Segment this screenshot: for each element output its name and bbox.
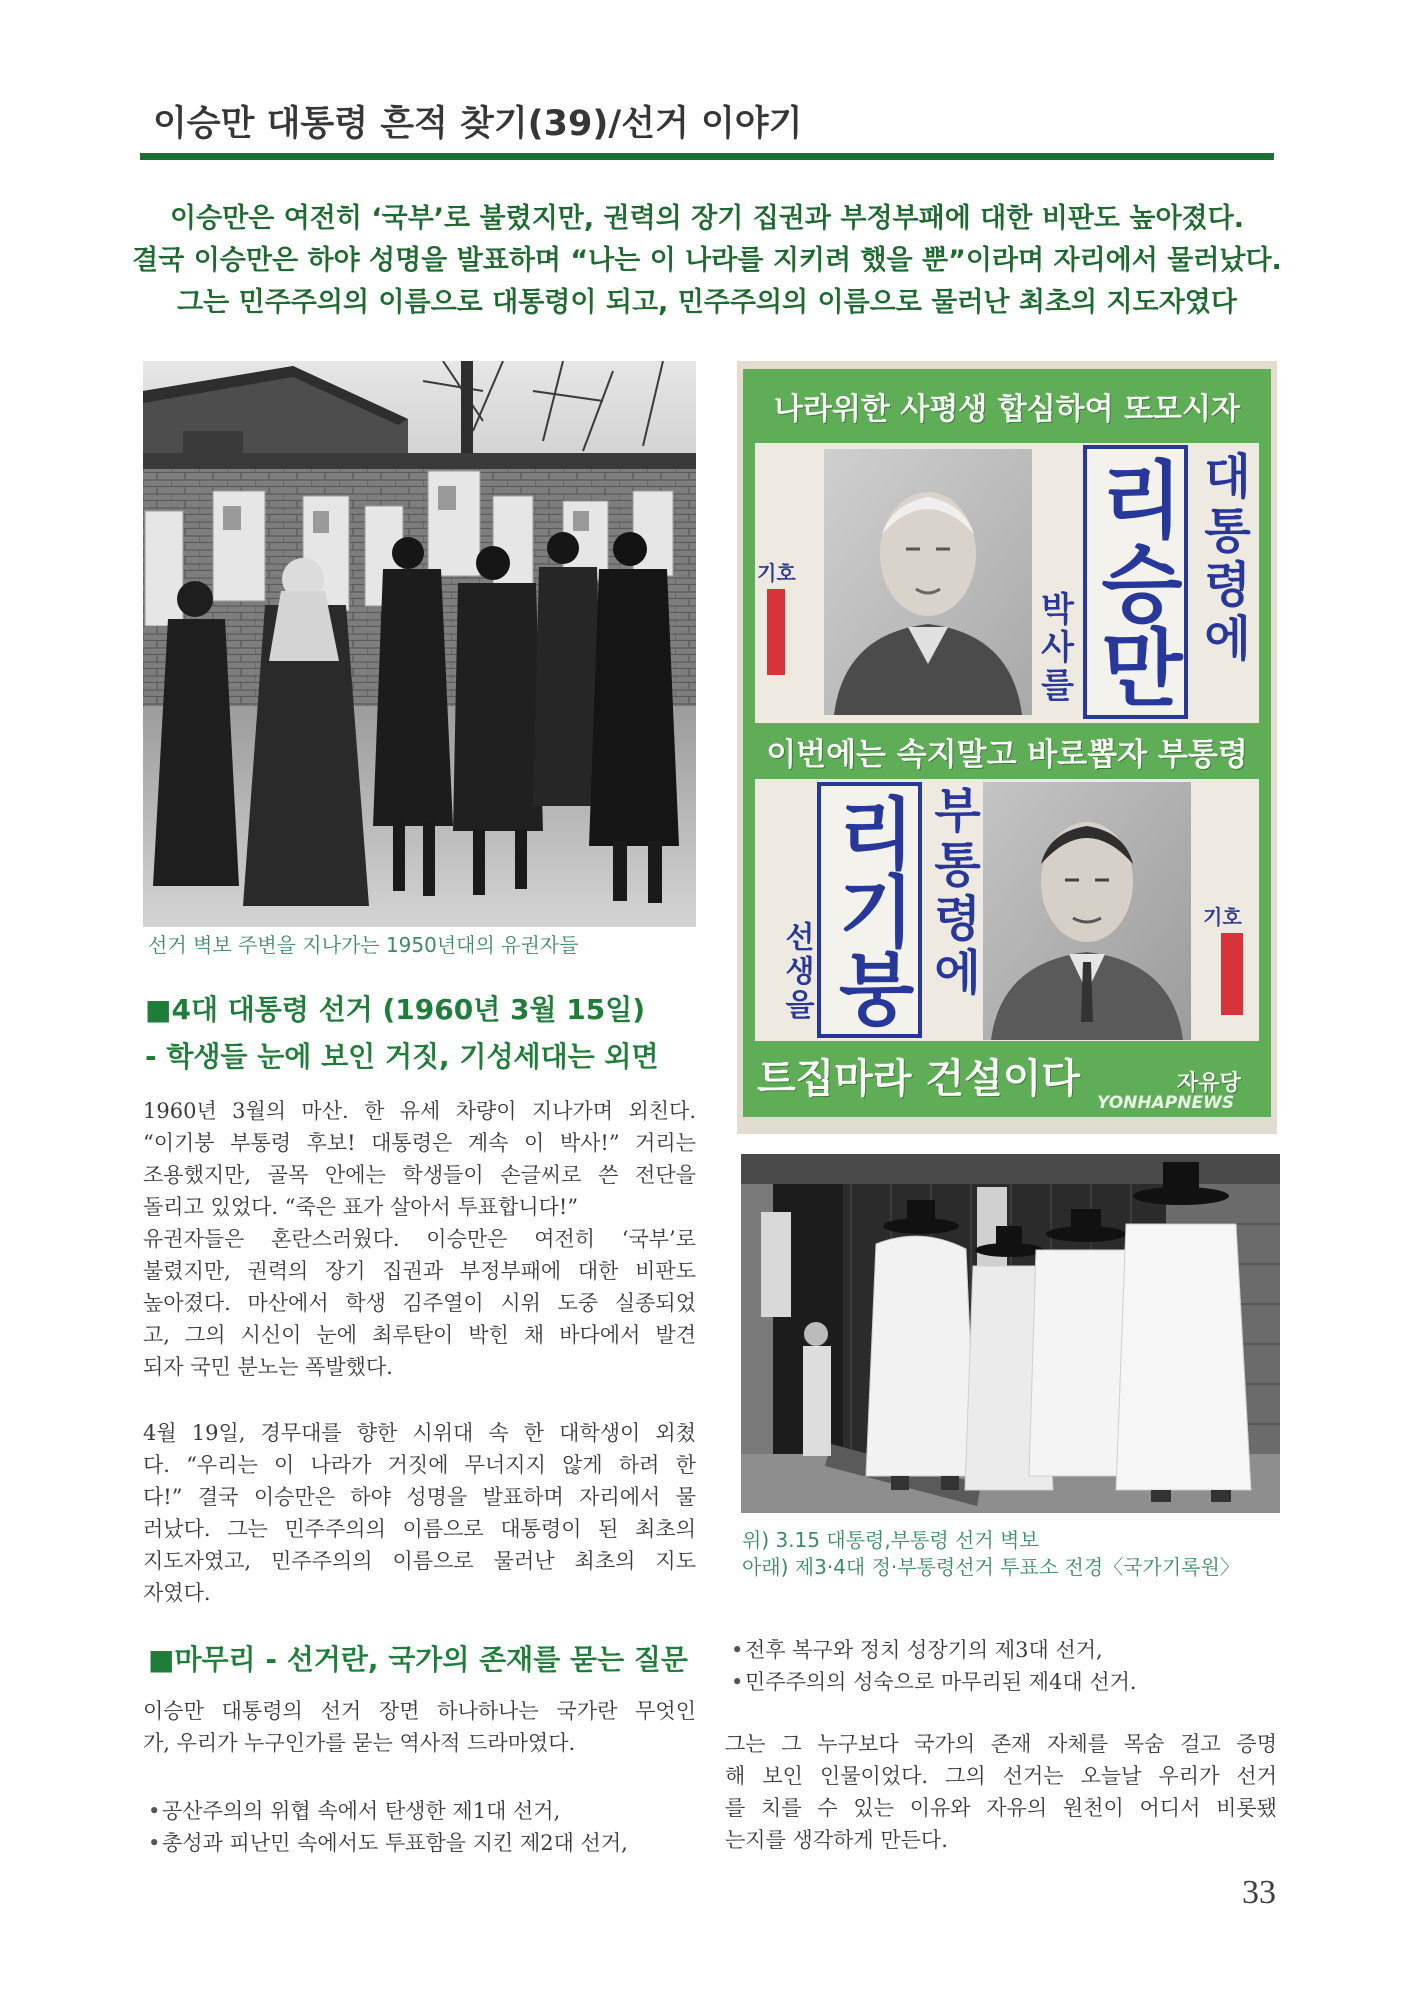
text-line: 가, 우리가 누구인가를 묻는 역사적 드라마였다. — [143, 1731, 576, 1755]
poster-bottom-slogan: 트집마라 건설이다 — [757, 1055, 1081, 1102]
text-line: 이승만 대통령의 선거 장면 하나하나는 국가란 무엇인 — [143, 1699, 696, 1723]
text-line: 다. “우리는 이 나라가 거짓에 무너지지 않게 하려 한 — [143, 1453, 696, 1477]
page-number: 33 — [1242, 1874, 1276, 1911]
bullet-marker: • — [731, 1638, 744, 1662]
text-line: 지도자였고, 민주주의의 이름으로 물러난 최초의 지도 — [143, 1549, 696, 1573]
text-line: “이기붕 부통령 후보! 대통령은 계속 이 박사!” 거리는 — [143, 1131, 696, 1155]
list-item-text: 총성과 피난민 속에서도 투표함을 지킨 제2대 선거, — [162, 1831, 628, 1855]
poster-party-name: 자유당 — [1177, 1070, 1241, 1096]
list-item — [148, 1827, 628, 1859]
text-line: 1960년 3월의 마산. 한 유세 차량이 지나가며 외친다. — [143, 1099, 696, 1123]
vp-name: 리기붕 — [824, 793, 915, 1027]
paragraph-closing — [725, 1728, 1277, 1856]
ballot-number-bar-vp — [1221, 933, 1243, 1015]
paragraph-masan — [143, 1095, 696, 1383]
text-line: 해 보인 인물이었다. 그의 선거는 오늘날 우리가 선거 — [725, 1764, 1277, 1788]
text-line: 되자 국민 분노는 폭발했다. — [143, 1355, 393, 1379]
ballot-number-label-president: 기호 — [757, 561, 796, 585]
text-line: 를 치를 수 있는 이유와 자유의 원천이 어디서 비롯됐 — [725, 1796, 1277, 1820]
ballot-number-bar-president — [767, 589, 785, 675]
lead-line: 그는 민주주의의 이름으로 대통령이 되고, 민주주의의 이름으로 물러난 최초의 지도자였다 — [177, 287, 1237, 318]
section-heading-conclusion: ■마무리 - 선거란, 국가의 존재를 묻는 질문 — [148, 1643, 688, 1676]
election-bullet-list-left — [148, 1795, 628, 1859]
text-line: 돌리고 있었다. “죽은 표가 살아서 투표합니다!” — [143, 1195, 579, 1219]
section-heading-line: ■4대 대통령 선거 (1960년 3월 15일) — [145, 993, 646, 1026]
portrait-president — [824, 449, 1032, 715]
lead-summary — [100, 198, 1314, 324]
list-item-text: 전후 복구와 정치 성장기의 제3대 선거, — [745, 1638, 1103, 1662]
polling-station-caption: 아래) 제3·4대 정·부통령선거 투표소 전경〈국가기록원〉 — [742, 1555, 1240, 1579]
text-line: 높아졌다. 마산에서 학생 김주열이 시위 도중 실종되었 — [143, 1291, 696, 1315]
text-line: 는지를 생각하게 만든다. — [725, 1828, 948, 1852]
paragraph-april-19 — [143, 1417, 696, 1609]
portrait-vice-president — [983, 782, 1191, 1040]
ballot-number-label-vp: 기호 — [1203, 905, 1242, 929]
section-heading-subline: - 학생들 눈에 보인 거짓, 기성세대는 외면 — [145, 1040, 659, 1073]
polling-station-photo-image — [741, 1154, 1280, 1513]
list-item-text: 민주주의의 성숙으로 마무리된 제4대 선거. — [745, 1670, 1137, 1694]
vp-name-box — [817, 782, 922, 1038]
text-line: 유권자들은 혼란스러웠다. 이승만은 여전히 ‘국부’로 — [143, 1227, 696, 1251]
list-item — [731, 1666, 1137, 1698]
lead-line: 결국 이승만은 하야 성명을 발표하며 “나는 이 나라를 지키려 했을 뿐”이라며 자리에서 물러났다. — [132, 245, 1282, 276]
text-line: 자였다. — [143, 1581, 211, 1605]
president-name: 리승만 — [1086, 456, 1185, 708]
sign-left — [761, 1212, 791, 1317]
list-item-text: 공산주의의 위협 속에서 탄생한 제1대 선거, — [162, 1799, 561, 1823]
text-line: 고, 그의 시신이 눈에 최루탄이 박힌 채 바다에서 발견 — [143, 1323, 696, 1347]
page-title: 이승만 대통령 흔적 찾기(39)/선거 이야기 — [153, 104, 803, 144]
text-line: 불렸지만, 권력의 장기 집권과 부정부패에 대한 비판도 — [143, 1259, 696, 1283]
paragraph-conclusion-intro — [143, 1695, 696, 1759]
list-item — [731, 1634, 1137, 1666]
poster-caption: 위) 3.15 대통령,부통령 선거 벽보 — [742, 1528, 1039, 1552]
polling-station-photo — [741, 1154, 1280, 1513]
text-line: 다!” 결국 이승만은 하야 성명을 발표하며 자리에서 물 — [143, 1485, 696, 1509]
voters-photo-caption: 선거 벽보 주변을 지나가는 1950년대의 유권자들 — [148, 933, 579, 957]
list-item — [148, 1795, 628, 1827]
president-title: 박사를 — [1034, 591, 1074, 705]
election-poster — [737, 361, 1277, 1134]
vp-label: 부통령에 — [925, 785, 981, 1001]
voters-photo-image — [143, 361, 696, 927]
president-label: 대통령에 — [1195, 451, 1251, 667]
right-photo-captions — [742, 1527, 1240, 1581]
text-line: 그는 그 누구보다 국가의 존재 자체를 목숨 걸고 증명 — [725, 1732, 1277, 1756]
vp-title: 선생을 — [779, 921, 814, 1023]
poster-middle-slogan: 이번에는 속지말고 바로뽑자 부통령 — [766, 736, 1248, 773]
bullet-marker: • — [148, 1799, 161, 1823]
yonhap-watermark: YONHAPNEWS — [1097, 1093, 1235, 1113]
text-line: 4월 19일, 경무대를 향한 시위대 속 한 대학생이 외쳤 — [143, 1421, 696, 1445]
text-line: 러났다. 그는 민주주의의 이름으로 대통령이 된 최초의 — [143, 1517, 696, 1541]
section-heading-1960-election — [145, 986, 659, 1080]
election-bullet-list-right — [731, 1634, 1137, 1698]
text-line: 조용했지만, 골목 안에는 학생들이 손글씨로 쓴 전단을 — [143, 1163, 696, 1187]
president-name-box — [1083, 445, 1188, 719]
bullet-marker: • — [731, 1670, 744, 1694]
poster-top-slogan: 나라위한 사평생 합심하여 또모시자 — [773, 392, 1241, 427]
lead-line: 이승만은 여전히 ‘국부’로 불렸지만, 권력의 장기 집권과 부정부패에 대한 비판도 높아졌다. — [170, 203, 1244, 234]
title-underline — [140, 153, 1274, 160]
bullet-marker: • — [148, 1831, 161, 1855]
voters-photo — [143, 361, 696, 927]
